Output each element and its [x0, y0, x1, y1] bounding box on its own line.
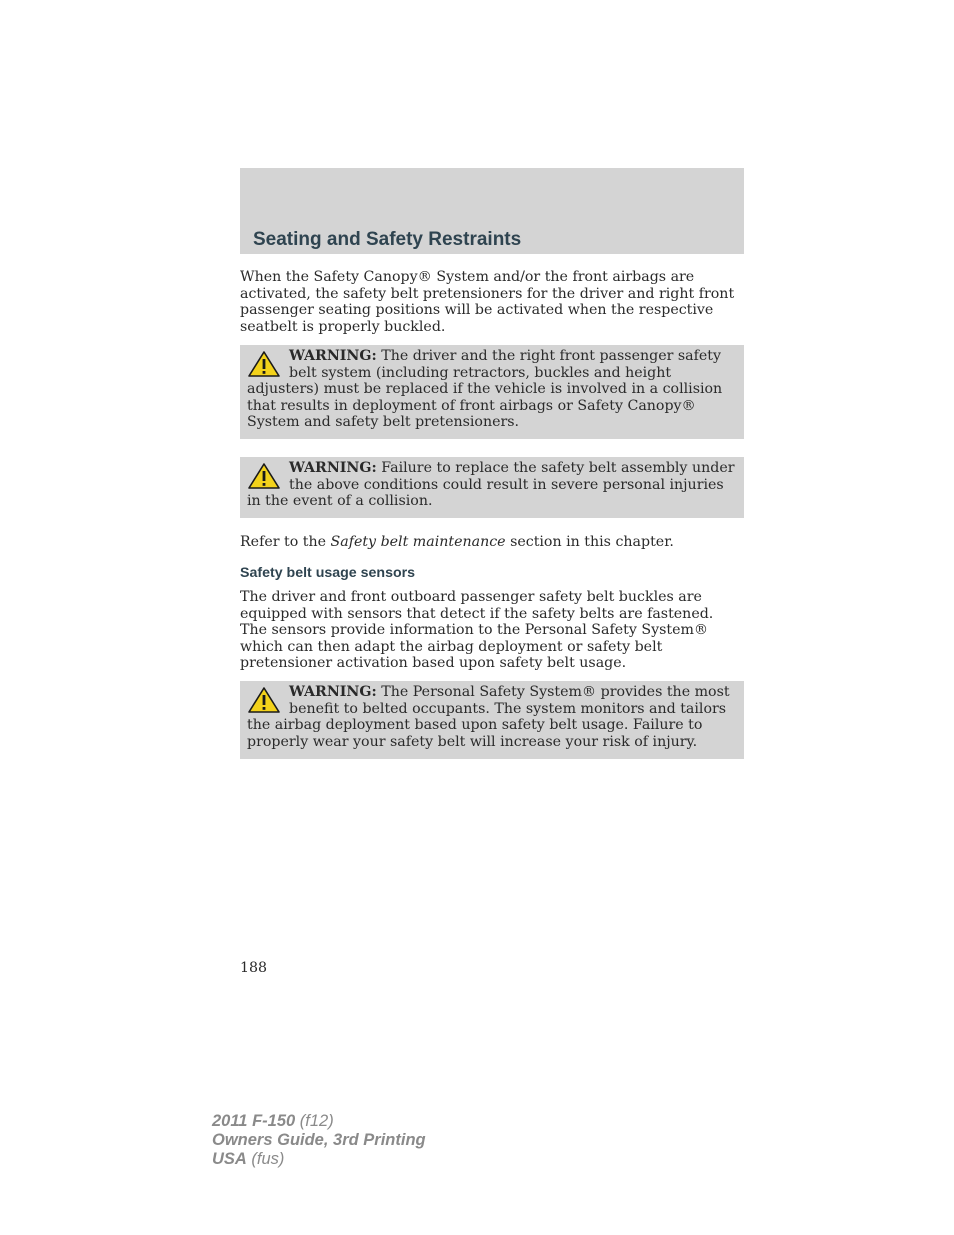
- warning-label: WARNING:: [289, 460, 377, 476]
- warning-triangle-icon: [247, 350, 281, 378]
- footer-market-code: (fus): [246, 1150, 285, 1168]
- warning-triangle-icon: [247, 462, 281, 490]
- section-title: Seating and Safety Restraints: [253, 229, 522, 250]
- warning-text: Failure to replace the safety belt assembly under the above conditions could result in severe personal injuries in the event of a collision.: [247, 460, 735, 509]
- refer-section-reference: Safety belt maintenance: [330, 534, 506, 550]
- intro-paragraph: When the Safety Canopy® System and/or the front airbags are activated, the safety belt pretensioners for the driver and right front passenger seating positions will be activated when the respective seatbelt is properly buckled.: [240, 269, 735, 335]
- footer-model: 2011 F-150: [212, 1112, 296, 1130]
- warning-triangle-icon: [247, 686, 281, 714]
- warning-text: The Personal Safety System® provides the most benefit to belted occupants. The system monitors and tailors the airbag deployment based upon safety belt usage. Failure to properly wear your safety belt will increase your risk of injury.: [247, 684, 730, 750]
- warning-box-2: [240, 457, 744, 518]
- footer-guide-edition: Owners Guide, 3rd Printing: [212, 1131, 426, 1149]
- warning-label: WARNING:: [289, 348, 377, 364]
- sensors-paragraph: The driver and front outboard passenger safety belt buckles are equipped with sensors that detect if the safety belts are fastened. The sensors provide information to the Personal Safety System® which can then adapt the airbag deployment or safety belt pretensioner activation based upon safety belt usage.: [240, 589, 714, 671]
- document-footer: [212, 1112, 426, 1169]
- refer-text-after: section in this chapter.: [505, 534, 674, 550]
- footer-model-code: (f12): [295, 1112, 334, 1130]
- section-header-band: [240, 168, 744, 254]
- refer-paragraph: [240, 534, 744, 551]
- page-number: 188: [240, 960, 268, 976]
- warning-box-1: [240, 345, 744, 439]
- warning-label: WARNING:: [289, 684, 377, 700]
- refer-text-before: Refer to the: [240, 534, 331, 550]
- footer-market: USA: [212, 1150, 247, 1168]
- warning-text: The driver and the right front passenger safety belt system (including retractors, buckles and height adjusters) must be replaced if the vehicle is involved in a collision that results in deployment of front airbags or Safety Canopy® System and safety belt pretensioners.: [247, 348, 723, 430]
- warning-box-3: [240, 681, 744, 759]
- subsection-heading: Safety belt usage sensors: [240, 565, 416, 581]
